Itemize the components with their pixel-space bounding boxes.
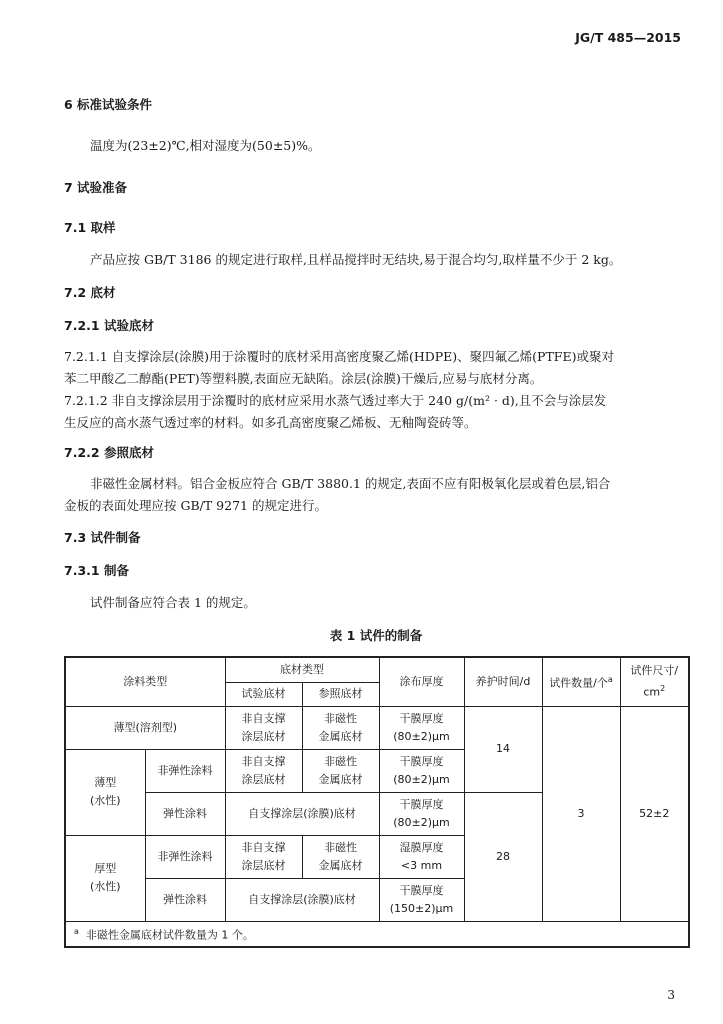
section-7-2-1-1-line2: 苯二甲酸乙二醇酯(PET)等塑料膜,表面应无缺陷。涂层(涂膜)干燥后,应易与底材分离。 [64, 371, 543, 386]
header-cure-time: 养护时间/d [464, 657, 542, 706]
section-7-3-1-text: 试件制备应符合表 1 的规定。 [90, 595, 256, 610]
row-thin-water: 薄型 (水性) [65, 749, 145, 835]
cell-elastic: 弹性涂料 [145, 878, 225, 921]
cell-cure-28: 28 [464, 792, 542, 921]
section-7-2-1-2-line1: 7.2.1.2 非自支撑涂层用于涂覆时的底材应采用水蒸气透过率大于 240 g/(m² · d),且不会与涂层发 [64, 393, 607, 408]
section-7-2-2-line1: 非磁性金属材料。铝合金板应符合 GB/T 3880.1 的规定,表面不应有阳极氧化层或着色层,铝合 [90, 476, 611, 491]
header-coating-type: 涂料类型 [65, 657, 225, 706]
cell-self-support-substrate: 自支撑涂层(涂膜)底材 [225, 878, 379, 921]
row-thin-solvent: 薄型(溶剂型) [65, 706, 225, 749]
cell-ref-substrate: 非磁性 金属底材 [302, 749, 379, 792]
cell-non-elastic: 非弹性涂料 [145, 749, 225, 792]
section-7-1-text: 产品应按 GB/T 3186 的规定进行取样,且样品搅拌时无结块,易于混合均匀,取样量不少于 2 kg。 [90, 252, 622, 267]
section-7-2-1-1-line1: 7.2.1.1 自支撑涂层(涂膜)用于涂覆时的底材采用高密度聚乙烯(HDPE)、聚四氟乙烯(PTFE)或聚对 [64, 349, 614, 364]
section-7-3-1-heading: 7.3.1 制备 [64, 563, 129, 578]
header-test-substrate: 试验底材 [225, 682, 302, 706]
cell-thickness: 干膜厚度 (80±2)μm [379, 749, 464, 792]
standard-number: JG/T 485—2015 [575, 30, 681, 45]
footnote-marker: a [607, 674, 613, 684]
cell-test-substrate: 非自支撑 涂层底材 [225, 706, 302, 749]
cell-non-elastic: 非弹性涂料 [145, 835, 225, 878]
section-7-2-1-heading: 7.2.1 试验底材 [64, 318, 154, 333]
section-7-1-heading: 7.1 取样 [64, 220, 116, 235]
section-7-2-1-2-line2: 生反应的高水蒸气透过率的材料。如多孔高密度聚乙烯板、无釉陶瓷砖等。 [64, 415, 477, 430]
section-6-heading: 6 标准试验条件 [64, 97, 153, 112]
cell-thickness: 干膜厚度 (80±2)μm [379, 706, 464, 749]
cell-thickness: 湿膜厚度 <3 mm [379, 835, 464, 878]
cell-test-substrate: 非自支撑 涂层底材 [225, 749, 302, 792]
header-size: 试件尺寸/ $cm^2$ [620, 657, 689, 706]
header-substrate-type: 底材类型 [225, 657, 379, 682]
row-thick-water: 厚型 (水性) [65, 835, 145, 921]
table-footnote: $^a$ 非磁性金属底材试件数量为 1 个。 [65, 921, 689, 947]
header-thickness: 涂布厚度 [379, 657, 464, 706]
cell-ref-substrate: 非磁性 金属底材 [302, 835, 379, 878]
page-number: 3 [667, 988, 675, 1002]
cell-ref-substrate: 非磁性 金属底材 [302, 706, 379, 749]
section-6-text: 温度为(23±2)℃,相对湿度为(50±5)%。 [90, 138, 321, 153]
header-ref-substrate: 参照底材 [302, 682, 379, 706]
cell-self-support-substrate: 自支撑涂层(涂膜)底材 [225, 792, 379, 835]
cell-thickness: 干膜厚度 (80±2)μm [379, 792, 464, 835]
section-7-heading: 7 试验准备 [64, 180, 128, 195]
cell-size: 52±2 [620, 706, 689, 921]
section-7-3-heading: 7.3 试件制备 [64, 530, 141, 545]
section-7-2-heading: 7.2 底材 [64, 285, 116, 300]
section-7-2-2-heading: 7.2.2 参照底材 [64, 445, 154, 460]
specimen-prep-table [64, 656, 690, 948]
cell-elastic: 弹性涂料 [145, 792, 225, 835]
cell-thickness: 干膜厚度 (150±2)μm [379, 878, 464, 921]
cell-cure-14: 14 [464, 706, 542, 792]
cell-test-substrate: 非自支撑 涂层底材 [225, 835, 302, 878]
table-caption: 表 1 试件的制备 [329, 628, 423, 643]
cell-quantity: 3 [542, 706, 620, 921]
header-quantity: 试件数量/个$^a$ [542, 657, 620, 706]
section-7-2-2-line2: 金板的表面处理应按 GB/T 9271 的规定进行。 [64, 498, 327, 513]
